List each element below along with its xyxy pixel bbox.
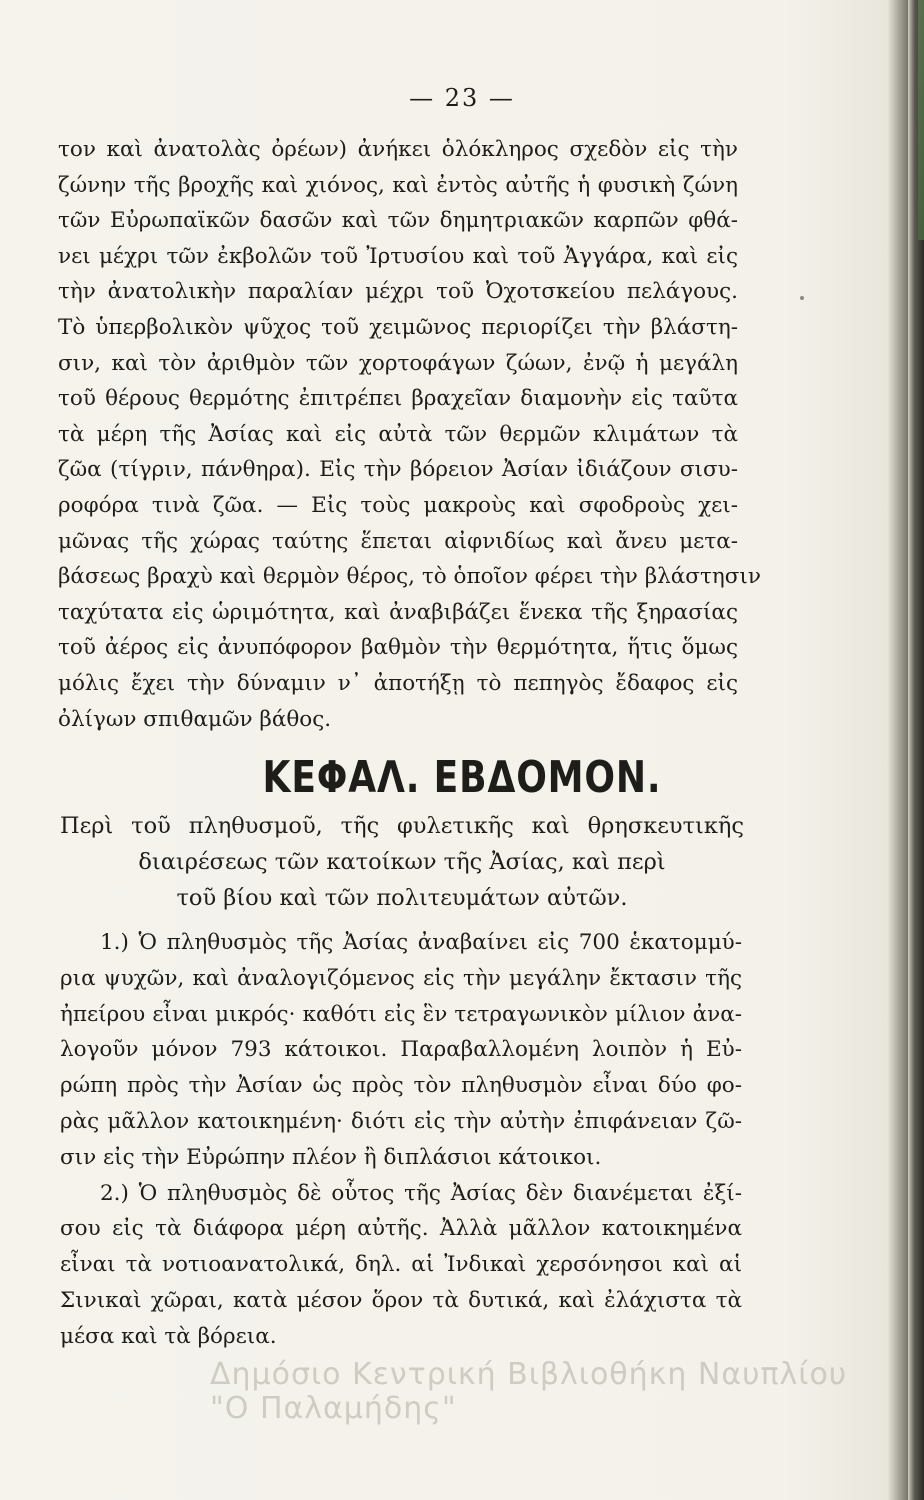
- paragraph-1-line: σιν εἰς τὴν Εὐρώπην πλέον ἢ διπλάσιοι κάτοικοι.: [60, 1144, 602, 1170]
- paragraph-2-line: 2.) Ὁ πληθυσμὸς δὲ οὗτος τῆς Ἀσίας δὲν διανέμεται ἐξί-: [100, 1180, 742, 1206]
- subtitle-line: Περὶ τοῦ πληθυσμοῦ, τῆς φυλετικῆς καὶ θρησκευτικῆς: [60, 813, 744, 839]
- text-line: Τὸ ὑπερβολικὸν ψῦχος τοῦ χειμῶνος περιορίζει τὴν βλάστη-: [58, 314, 738, 340]
- text-line: σιν, καὶ τὸν ἀριθμὸν τῶν χορτοφάγων ζώων, ἐνῷ ἡ μεγάλη: [58, 350, 738, 376]
- paragraph-1-line: ρὰς μᾶλλον κατοικημένη· διότι εἰς τὴν αὐτὴν ἐπιφάνειαν ζῶ-: [60, 1108, 742, 1134]
- text-line: τοῦ ἀέρος εἰς ἀνυπόφορον βαθμὸν τὴν θερμότητα, ἥτις ὅμως: [58, 635, 738, 661]
- text-line: τὴν ἀνατολικὴν παραλίαν μέχρι τοῦ Ὀχοτσκείου πελάγους.: [58, 279, 738, 305]
- paragraph-2-line: μέσα καὶ τὰ βόρεια.: [60, 1323, 277, 1349]
- text-line: ζώνην τῆς βροχῆς καὶ χιόνος, καὶ ἐντὸς αὐτῆς ἡ φυσικὴ ζώνη: [58, 172, 738, 198]
- text-line: μῶνας τῆς χώρας ταύτης ἕπεται αἰφνιδίως καὶ ἄνευ μετα-: [58, 528, 738, 554]
- chapter-subtitle: [60, 808, 744, 916]
- text-line: τον καὶ ἀνατολὰς ὀρέων) ἀνήκει ὁλόκληρος σχεδὸν εἰς τὴν: [58, 137, 738, 162]
- binding-edge: [908, 0, 924, 1500]
- text-line: ταχύτατα εἰς ὡριμότητα, καὶ ἀναβιβάζει ἕνεκα τῆς ξηρασίας: [58, 599, 738, 625]
- text-line: ζῶα (τίγριν, πάνθηρα). Εἰς τὴν βόρειον Ἀσίαν ἰδιάζουν σισυ-: [58, 457, 738, 483]
- paragraph-2-line: εἶναι τὰ νοτιοανατολικά, δηλ. αἱ Ἰνδικαὶ χερσόνησοι καὶ αἱ: [60, 1252, 742, 1278]
- paragraph-1-line: ρώπη πρὸς τὴν Ἀσίαν ὡς πρὸς τὸν πληθυσμὸν εἶναι δύο φο-: [60, 1073, 742, 1099]
- subtitle-line: τοῦ βίου καὶ τῶν πολιτευμάτων αὐτῶν.: [176, 885, 628, 911]
- paragraph-1-line: λογοῦν μόνον 793 κάτοικοι. Παραβαλλομένη λοιπὸν ἡ Εὐ-: [60, 1037, 742, 1063]
- library-watermark: [210, 1358, 910, 1426]
- text-line: ὀλίγων σπιθαμῶν βάθος.: [58, 706, 332, 732]
- paragraph-1-line: ρια ψυχῶν, καὶ ἀναλογιζόμενος εἰς τὴν μεγάλην ἔκτασιν τῆς: [60, 965, 742, 991]
- text-line: βάσεως βραχὺ καὶ θερμὸν θέρος, τὸ ὁποῖον φέρει τὴν βλάστησιν: [58, 564, 761, 590]
- paragraph-2-line: σου εἰς τὰ διάφορα μέρη αὐτῆς. Ἀλλὰ μᾶλλον κατοικημένα: [60, 1216, 742, 1242]
- watermark-line: Δημόσιο Κεντρική Βιβλιοθήκη Ναυπλίου: [210, 1357, 848, 1392]
- numbered-paragraphs: [60, 925, 742, 1355]
- paragraph-1-line: ἠπείρου εἶναι μικρός· καθότι εἰς ἓν τετραγωνικὸν μίλιον ἀνα-: [60, 1001, 742, 1027]
- subtitle-line: διαιρέσεως τῶν κατοίκων τῆς Ἀσίας, καὶ περὶ: [138, 849, 666, 875]
- cover-edge-strip: [918, 0, 924, 240]
- watermark-line: "Ο Παλαμήδης": [210, 1391, 457, 1426]
- text-line: τῶν Εὐρωπαϊκῶν δασῶν καὶ τῶν δημητριακῶν καρπῶν φθά-: [58, 208, 738, 234]
- text-line: νει μέχρι τῶν ἐκβολῶν τοῦ Ἰρτυσίου καὶ τοῦ Ἀγγάρα, καὶ εἰς: [58, 243, 738, 269]
- paragraph-2-line: Σινικαὶ χῶραι, κατὰ μέσον ὅρον τὰ δυτικά, καὶ ἐλάχιστα τὰ: [60, 1287, 742, 1313]
- text-line: μόλις ἔχει τὴν δύναμιν ν᾽ ἀποτήξῃ τὸ πεπηγὸς ἔδαφος εἰς: [58, 670, 738, 696]
- chapter-title: ΚΕΦΑΛ. ΕΒΔΟΜΟΝ.: [262, 752, 662, 803]
- text-line: τοῦ θέρους θερμότης ἐπιτρέπει βραχεῖαν διαμονὴν εἰς ταῦτα: [58, 386, 738, 412]
- speck: [800, 296, 804, 300]
- paragraph-1-line: 1.) Ὁ πληθυσμὸς τῆς Ἀσίας ἀναβαίνει εἰς 700 ἑκατομμύ-: [100, 930, 742, 955]
- text-line: τὰ μέρη τῆς Ἀσίας καὶ εἰς αὐτὰ τῶν θερμῶν κλιμάτων τὰ: [58, 421, 738, 447]
- text-line: ροφόρα τινὰ ζῶα. — Εἰς τοὺς μακροὺς καὶ σφοδροὺς χει-: [58, 492, 738, 518]
- page-number: — 23 —: [409, 84, 515, 112]
- body-text-top: [58, 132, 761, 737]
